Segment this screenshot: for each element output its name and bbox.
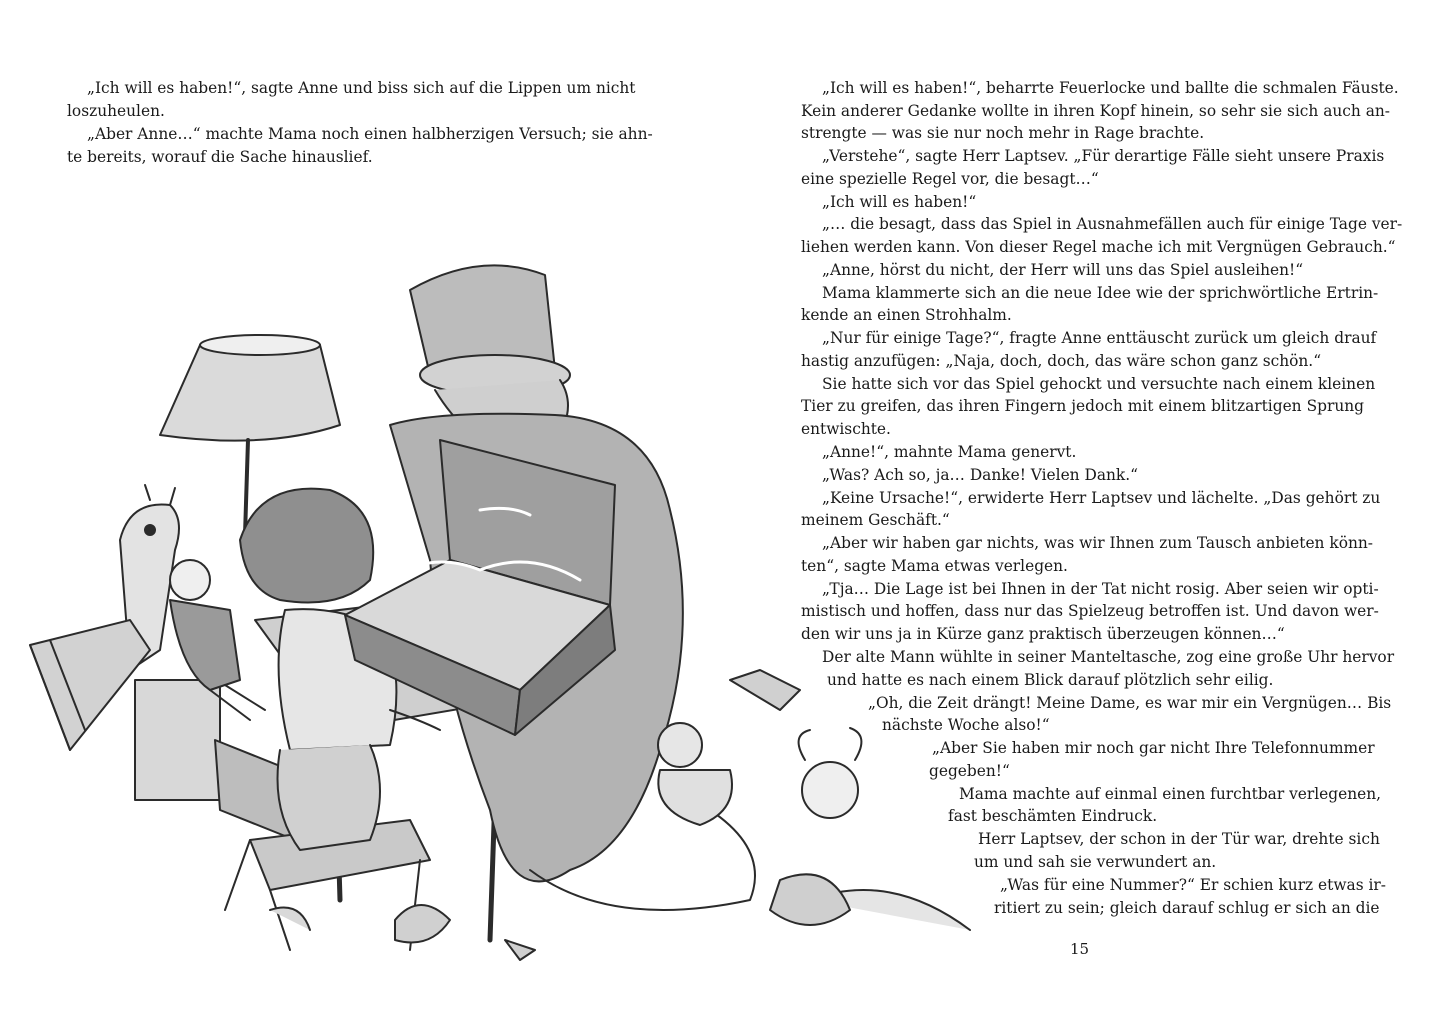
text-line: nächste Woche also!“ (882, 716, 1050, 734)
text-line: „Ich will es haben!“, beharrte Feuerlocke und ballte die schmalen Fäuste. (822, 79, 1399, 97)
text-line: Mama klammerte sich an die neue Idee wie der sprichwörtliche Ertrin- (822, 284, 1379, 302)
text-line: „Verstehe“, sagte Herr Laptsev. „Für derartige Fälle sieht unsere Praxis (822, 147, 1385, 165)
text-line: eine spezielle Regel vor, die besagt…“ (801, 170, 1099, 188)
text-line: gegeben!“ (929, 762, 1010, 780)
text-line: entwischte. (801, 420, 891, 438)
text-line: „Anne!“, mahnte Mama genervt. (822, 443, 1077, 461)
text-line: hastig anzufügen: „Naja, doch, doch, das wäre schon ganz schön.“ (801, 352, 1322, 370)
text-line: „Ich will es haben!“ (822, 193, 977, 211)
text-line: „Anne, hörst du nicht, der Herr will uns das Spiel ausleihen!“ (822, 261, 1304, 279)
text-line: Tier zu greifen, das ihren Fingern jedoch mit einem blitzartigen Sprung (801, 397, 1364, 415)
page-number: 15 (1070, 940, 1090, 958)
text-line: te bereits, worauf die Sache hinauslief. (67, 148, 373, 166)
text-line: mistisch und hoffen, dass nur das Spielzeug betroffen ist. Und davon wer- (801, 602, 1379, 620)
text-line: Kein anderer Gedanke wollte in ihren Kopf hinein, so sehr sie sich auch an- (801, 102, 1391, 120)
text-line: fast beschämten Eindruck. (948, 807, 1158, 825)
text-line: „Keine Ursache!“, erwiderte Herr Laptsev und lächelte. „Das gehört zu (822, 489, 1381, 507)
book-stack-icon (30, 620, 150, 750)
text-line: Der alte Mann wühlte in seiner Manteltasche, zog eine große Uhr hervor (822, 648, 1395, 666)
text-line: „Was? Ach so, ja… Danke! Vielen Dank.“ (822, 466, 1139, 484)
text-line: Mama machte auf einmal einen furchtbar verlegenen, (959, 785, 1382, 803)
text-line: Herr Laptsev, der schon in der Tür war, drehte sich (978, 830, 1380, 848)
right-page (714, 0, 1429, 1018)
text-line: loszuheulen. (67, 102, 165, 120)
text-line: kende an einen Strohhalm. (801, 306, 1012, 324)
text-line: „Aber wir haben gar nichts, was wir Ihnen zum Tausch anbieten könn- (822, 534, 1373, 552)
text-line: liehen werden kann. Von dieser Regel mache ich mit Vergnügen Gebrauch.“ (801, 238, 1396, 256)
text-line: strengte — was sie nur noch mehr in Rage brachte. (801, 124, 1205, 142)
text-line: ten“, sagte Mama etwas verlegen. (801, 557, 1068, 575)
text-line: „Nur für einige Tage?“, fragte Anne enttäuscht zurück um gleich drauf (822, 329, 1377, 347)
text-line: „Tja… Die Lage ist bei Ihnen in der Tat nicht rosig. Aber seien wir opti- (822, 580, 1379, 598)
text-line: den wir uns ja in Kürze ganz praktisch überzeugen können…“ (801, 625, 1285, 643)
text-line: „Was für eine Nummer?“ Er schien kurz etwas ir- (1000, 876, 1386, 894)
text-line: „Oh, die Zeit drängt! Meine Dame, es war mir ein Vergnügen… Bis (868, 694, 1392, 712)
text-line: „Aber Anne…“ machte Mama noch einen halbherzigen Versuch; sie ahn- (87, 125, 653, 143)
text-line: Sie hatte sich vor das Spiel gehockt und versuchte nach einem kleinen (822, 375, 1376, 393)
text-line: „… die besagt, dass das Spiel in Ausnahmefällen auch für einige Tage ver- (822, 215, 1403, 233)
text-line: meinem Geschäft.“ (801, 511, 950, 529)
text-line: ritiert zu sein; gleich darauf schlug er sich an die (994, 899, 1380, 917)
text-line: um und sah sie verwundert an. (974, 853, 1217, 871)
text-line: und hatte es nach einem Blick darauf plötzlich sehr eilig. (827, 671, 1274, 689)
text-line: „Aber Sie haben mir noch gar nicht Ihre Telefonnummer (932, 739, 1375, 757)
text-line: „Ich will es haben!“, sagte Anne und biss sich auf die Lippen um nicht (87, 79, 636, 97)
